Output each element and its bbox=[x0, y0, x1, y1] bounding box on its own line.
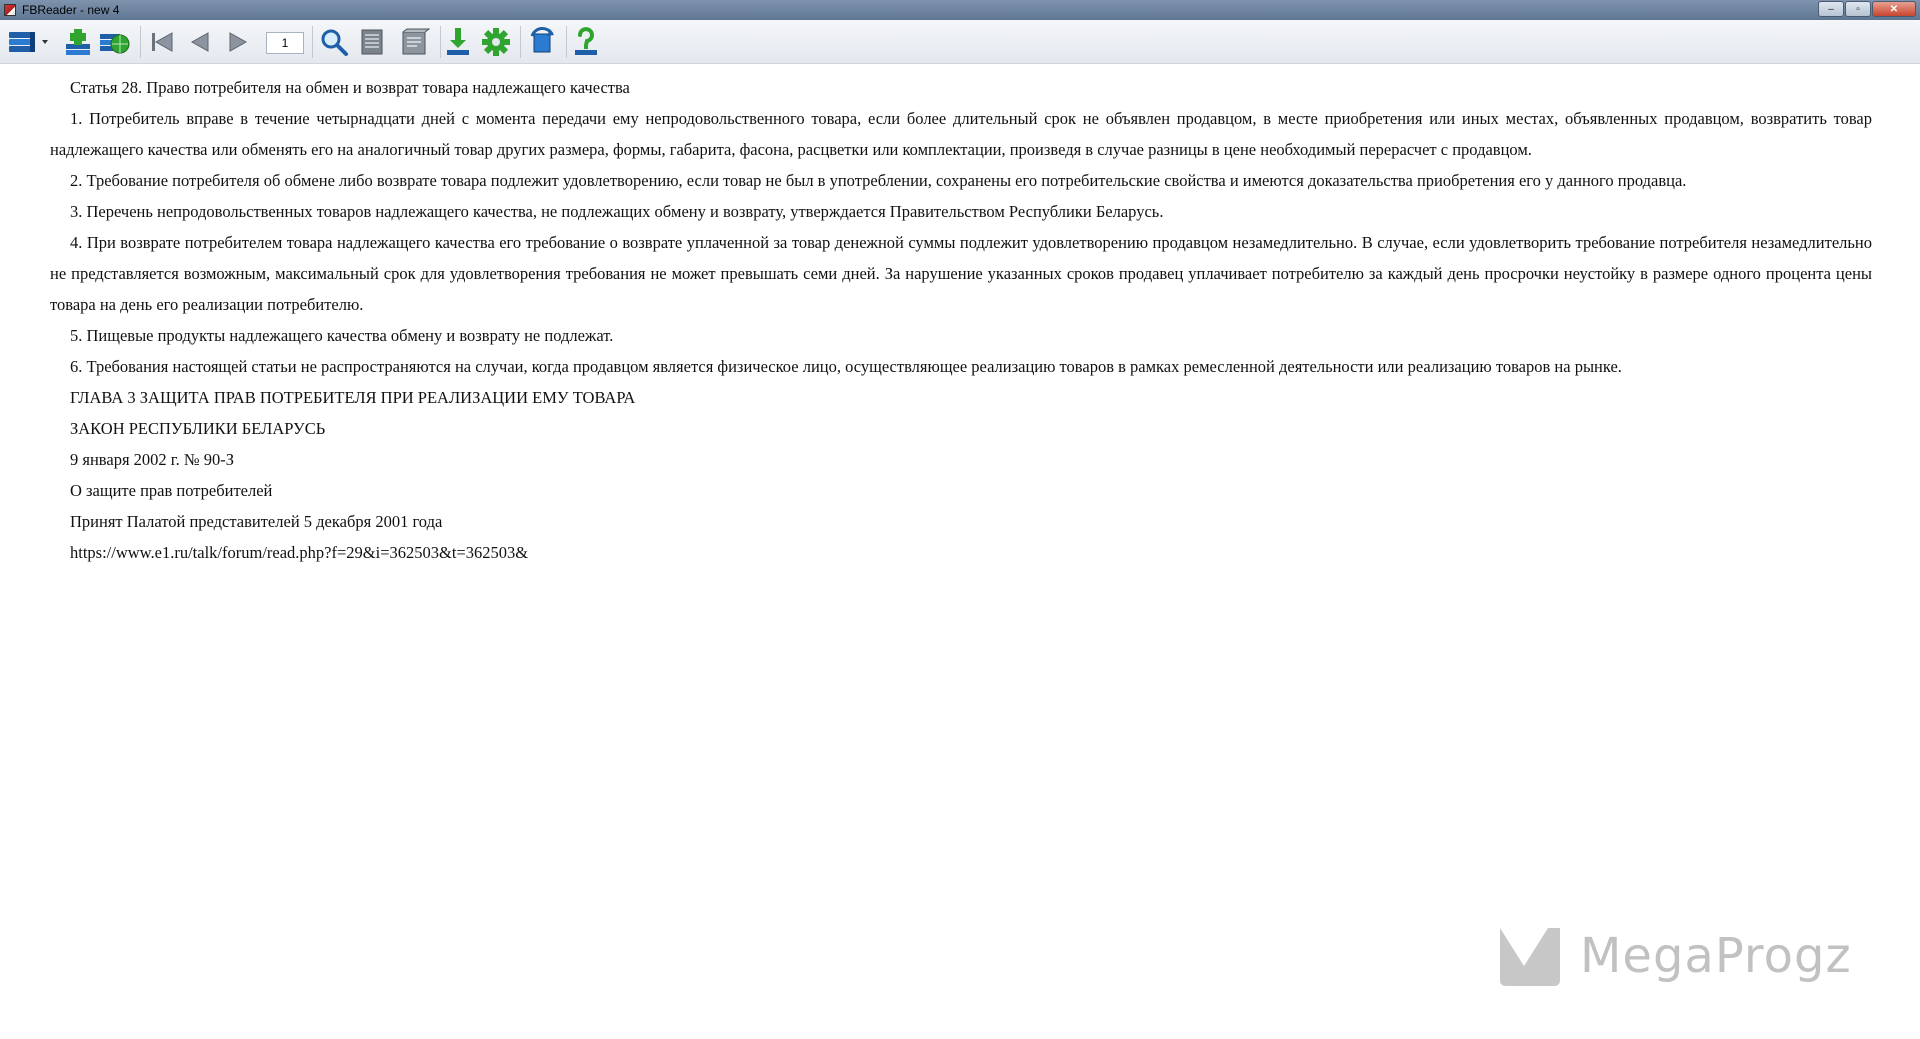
paragraph: 4. При возврате потребителем товара надлежащего качества его требование о возврате уплаченной за товар денежной суммы подлежит удовлетворению продавцом незамедлительно. В случае, если удовлетворить требование потребителя незамедлительно не представляется возможным, максимальный срок для удовлетворения требования не может превышать семи дней. За нарушение указанных сроков продавец уплачивает потребителю за каждый день просрочки неустойку в размере одного процента цены товара на день его реализации потребителю. bbox=[50, 233, 1872, 314]
back-icon bbox=[184, 26, 216, 58]
title-bar bbox=[0, 0, 1920, 20]
law-date: 9 января 2002 г. № 90-З bbox=[70, 450, 235, 469]
add-book-button[interactable] bbox=[62, 26, 94, 58]
law-title: ЗАКОН РЕСПУБЛИКИ БЕЛАРУСЬ bbox=[70, 419, 326, 438]
paragraph: 6. Требования настоящей статьи не распространяются на случаи, когда продавцом является физическое лицо, осуществляющее реализацию товаров в рамках ремесленной деятельности или реализацию товаров на рынке. bbox=[70, 357, 1622, 376]
paragraph: 2. Требование потребителя об обмене либо возврате товара подлежит удовлетворению, если товар не был в употреблении, сохранены его потребительские свойства и имеются доказательства приобретения его у данного продавца. bbox=[70, 171, 1687, 190]
rotate-icon bbox=[526, 26, 558, 58]
paragraph: 5. Пищевые продукты надлежащего качества обмену и возврату не подлежат. bbox=[70, 326, 614, 345]
megaprogz-logo-icon bbox=[1494, 920, 1566, 992]
window-controls bbox=[1818, 1, 1916, 17]
table-of-contents-icon bbox=[356, 26, 388, 58]
page-number-input[interactable] bbox=[266, 32, 304, 54]
paragraph: 1. Потребитель вправе в течение четырнадцати дней с момента передачи ему непродовольственного товара, если более длительный срок не объявлен продавцом, в месте приобретения или иных местах, объявленных продавцом, возвратить товар надлежащего качества или обменять его на аналогичный товар других размера, формы, габарита, фасона, расцветки или комплектации, произведя в случае разницы в цене необходимый перерасчет с продавцом. bbox=[50, 109, 1872, 159]
toolbar-separator bbox=[520, 26, 521, 58]
go-to-start-icon bbox=[146, 26, 178, 58]
go-to-start-button[interactable] bbox=[146, 26, 178, 58]
table-of-contents-button[interactable] bbox=[356, 26, 388, 58]
forward-button[interactable] bbox=[222, 26, 254, 58]
window-title: FBReader - new 4 bbox=[22, 3, 120, 17]
source-url: https://www.e1.ru/talk/forum/read.php?f=29&i=362503&t=362503& bbox=[70, 543, 529, 562]
settings-button[interactable] bbox=[480, 26, 512, 58]
download-button[interactable] bbox=[442, 26, 474, 58]
toolbar bbox=[0, 20, 1920, 64]
network-library-button[interactable] bbox=[98, 26, 130, 58]
library-button[interactable] bbox=[6, 26, 52, 58]
forward-icon bbox=[222, 26, 254, 58]
add-book-icon bbox=[62, 26, 94, 58]
help-button[interactable] bbox=[570, 26, 602, 58]
download-icon bbox=[442, 26, 474, 58]
watermark bbox=[1494, 920, 1852, 992]
search-button[interactable] bbox=[318, 26, 350, 58]
chapter-heading: ГЛАВА 3 ЗАЩИТА ПРАВ ПОТРЕБИТЕЛЯ ПРИ РЕАЛИЗАЦИИ ЕМУ ТОВАРА bbox=[70, 388, 636, 407]
close-button[interactable]: ✕ bbox=[1872, 1, 1916, 17]
maximize-button[interactable]: ▫ bbox=[1845, 1, 1871, 17]
help-icon bbox=[570, 26, 602, 58]
article-title: Статья 28. Право потребителя на обмен и возврат товара надлежащего качества bbox=[70, 78, 630, 97]
search-icon bbox=[318, 26, 350, 58]
book-info-icon bbox=[398, 26, 430, 58]
watermark-text: MegaProgz bbox=[1580, 928, 1852, 984]
toolbar-separator bbox=[312, 26, 313, 58]
paragraph: 3. Перечень непродовольственных товаров надлежащего качества, не подлежащих обмену и возврату, утверждается Правительством Республики Беларусь. bbox=[70, 202, 1164, 221]
network-library-icon bbox=[98, 26, 130, 58]
rotate-button[interactable] bbox=[526, 26, 558, 58]
settings-icon bbox=[480, 26, 512, 58]
library-icon bbox=[6, 26, 52, 58]
document-view bbox=[50, 72, 1872, 568]
back-button[interactable] bbox=[184, 26, 216, 58]
adoption-note: Принят Палатой представителей 5 декабря 2001 года bbox=[70, 512, 443, 531]
book-info-button[interactable] bbox=[398, 26, 430, 58]
app-icon bbox=[4, 4, 16, 16]
minimize-button[interactable]: – bbox=[1818, 1, 1844, 17]
law-subject: О защите прав потребителей bbox=[70, 481, 273, 500]
toolbar-separator bbox=[440, 26, 441, 58]
toolbar-separator bbox=[566, 26, 567, 58]
toolbar-separator bbox=[140, 26, 141, 58]
